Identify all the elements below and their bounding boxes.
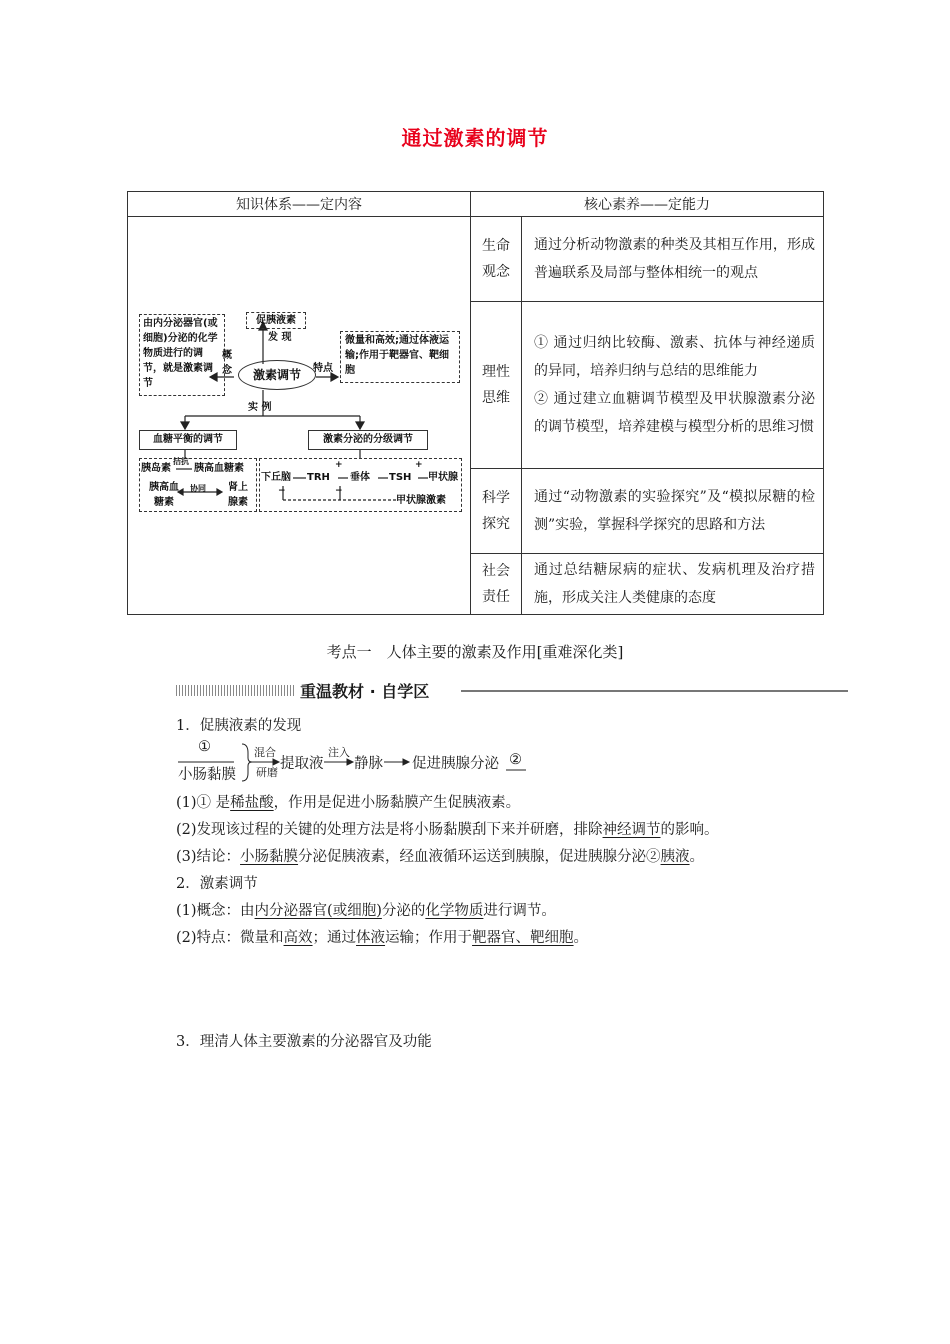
hypothalamus: 下丘脑 <box>261 472 291 483</box>
plus-2: + <box>415 460 423 470</box>
life-label-text: 生命观念 <box>482 238 510 280</box>
antagonism-label: 拮抗 <box>173 457 189 466</box>
col2-header: 核心素养——定能力 <box>471 192 824 217</box>
knowledge-diagram <box>128 217 471 615</box>
p1-answer: 稀盐酸 <box>230 795 274 811</box>
heading-3: 3．理清人体主要激素的分泌器官及功能 <box>176 1034 432 1050</box>
banner-stripe <box>176 685 294 696</box>
flow-grind: 研磨 <box>256 766 278 779</box>
flow-blank-2: ② <box>509 752 522 768</box>
concept-box: 由内分泌器官(或细胞)分泌的化学物质进行的调节，就是激素调节 <box>139 314 225 396</box>
p2-answer: 神经调节 <box>602 822 661 838</box>
feature-box: 微量和高效;通过体液运输;作用于靶器官、靶细胞 <box>340 331 460 383</box>
p3-answer-2: 胰液 <box>660 849 690 865</box>
section-banner <box>176 682 848 700</box>
heading-1: 1．促胰液素的发现 <box>176 718 302 734</box>
p3-c: 。 <box>689 849 705 865</box>
p5-answer-1: 高效 <box>283 930 313 946</box>
reason-point-1: ① 通过归纳比较酶、激素、抗体与神经递质的异同，培养归纳与总结的思维能力 <box>534 335 815 379</box>
p3-b: 分泌促胰液素，经血液循环运送到胰腺，促进胰腺分泌② <box>298 849 661 865</box>
flow-intestine: 小肠黏膜 <box>178 767 236 783</box>
flow-blank-1: ① <box>198 739 211 755</box>
discovered-hormone: 促胰液素 <box>246 312 306 329</box>
row-text-science: 通过“动物激素的实验探究”及“模拟尿糖的检测”实验，掌握科学探究的思路和方法 <box>522 469 824 554</box>
minus-2: − <box>335 486 343 496</box>
diagram-connectors <box>128 218 470 613</box>
trh: TRH <box>307 472 330 483</box>
thyroid-hormone: 甲状腺激素 <box>396 495 446 506</box>
paragraph-3 <box>176 847 704 867</box>
pituitary: 垂体 <box>350 472 370 483</box>
p4-c: 进行调节。 <box>483 903 556 919</box>
p2-a: (2)发现该过程的关键的处理方法是将小肠黏膜刮下来并研磨，排除 <box>176 822 603 838</box>
reason-point-2: ② 通过建立血糖调节模型及甲状腺激素分泌的调节模型，培养建模与模型分析的思维习惯 <box>534 391 815 435</box>
row-label-science <box>471 469 522 554</box>
p5-d: 。 <box>573 930 589 946</box>
banner-text: 重温教材 · 自学区 <box>300 682 430 701</box>
paragraph-5 <box>176 928 588 948</box>
col1-header: 知识体系——定内容 <box>128 192 471 217</box>
p1-a: (1)① 是 <box>176 795 231 811</box>
flow-mix: 混合 <box>254 746 276 759</box>
adrenaline: 肾上腺素 <box>228 482 248 508</box>
banner-line <box>461 690 848 692</box>
flow-result: 促进胰腺分泌 <box>412 756 499 772</box>
row-label-reason <box>471 302 522 469</box>
p4-answer-1: 内分泌器官(或细胞) <box>254 903 382 919</box>
glucagon-2: 胰高血糖素 <box>149 482 179 508</box>
row-text-life: 通过分析动物激素的种类及其相互作用，形成普遍联系及局部与整体相统一的观点 <box>522 217 824 302</box>
p5-a: (2)特点：微量和 <box>176 930 284 946</box>
p3-a: (3)结论： <box>176 849 241 865</box>
knowledge-table <box>127 191 824 615</box>
feature-label: 特点 <box>313 363 333 374</box>
thyroid-box: 激素分泌的分级调节 <box>308 430 428 450</box>
flow-vein: 静脉 <box>354 756 383 772</box>
row-text-reason <box>522 302 824 469</box>
social-label-text: 社会责任 <box>482 563 510 605</box>
p4-a: (1)概念：由 <box>176 903 255 919</box>
p3-answer-1: 小肠黏膜 <box>240 849 299 865</box>
minus-1: − <box>278 486 286 496</box>
blood-sugar-box: 血糖平衡的调节 <box>139 430 237 450</box>
p2-b: 的影响。 <box>660 822 719 838</box>
science-label-text: 科学探究 <box>482 490 510 532</box>
insulin: 胰岛素 <box>141 463 171 474</box>
row-text-social: 通过总结糖尿病的症状、发病机理及治疗措施，形成关注人类健康的态度 <box>522 554 824 615</box>
page-title: 通过激素的调节 <box>401 126 549 150</box>
p5-answer-2: 体液 <box>356 930 386 946</box>
synergy-label: 协同 <box>190 484 206 493</box>
paragraph-2 <box>176 820 719 840</box>
row-label-social <box>471 554 522 615</box>
tsh: TSH <box>389 472 412 483</box>
glucagon: 胰高血糖素 <box>194 463 244 474</box>
reason-label-text: 理性思维 <box>482 364 510 406</box>
secretin-flow <box>176 741 536 783</box>
thyroid-gland: 甲状腺 <box>428 472 458 483</box>
p5-c: 运输；作用于 <box>385 930 473 946</box>
concept-label: 概念 <box>222 350 232 376</box>
paragraph-1 <box>176 793 520 813</box>
p5-b: ；通过 <box>312 930 357 946</box>
flow-extract: 提取液 <box>280 756 324 772</box>
discover-label: 发 现 <box>268 332 292 343</box>
center-oval: 激素调节 <box>238 360 316 390</box>
section-title: 考点一 人体主要的激素及作用[重难深化类] <box>326 643 624 661</box>
paragraph-4 <box>176 901 556 921</box>
flow-inject: 注入 <box>328 746 350 759</box>
plus-1: + <box>335 460 343 470</box>
row-label-life <box>471 217 522 302</box>
example-label: 实 例 <box>248 402 272 413</box>
p1-b: ，作用是促进小肠黏膜产生促胰液素。 <box>273 795 521 811</box>
p4-b: 分泌的 <box>381 903 426 919</box>
heading-2: 2．激素调节 <box>176 876 258 892</box>
p4-answer-2: 化学物质 <box>425 903 484 919</box>
p5-answer-3: 靶器官、靶细胞 <box>472 930 574 946</box>
